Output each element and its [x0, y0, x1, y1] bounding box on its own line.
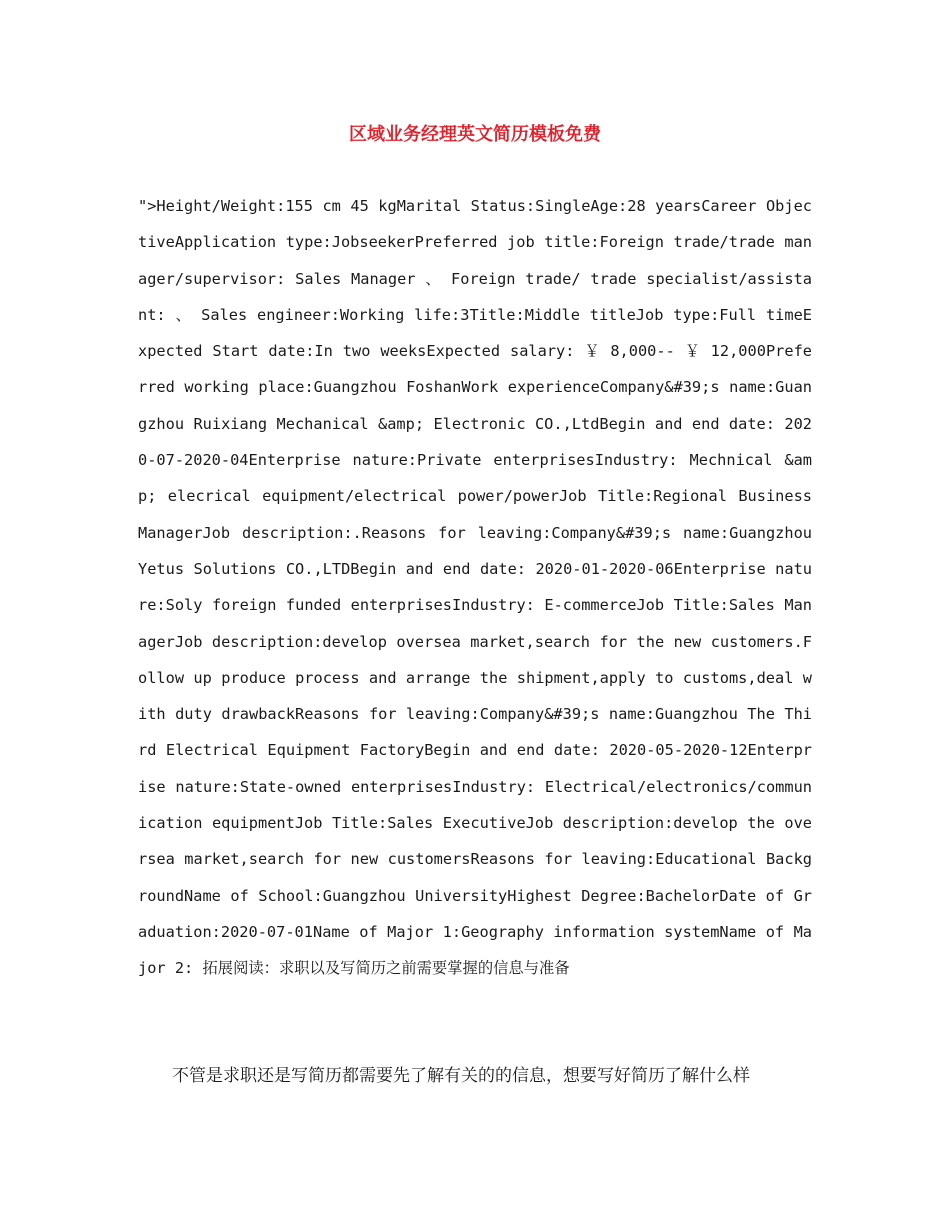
- resume-body: [138, 188, 812, 987]
- document-title: 区域业务经理英文简历模板免费: [349, 124, 601, 145]
- extended-reading-heading: 拓展阅读：求职以及写简历之前需要掌握的信息与准备: [202, 959, 570, 978]
- extended-reading-paragraph: 不管是求职还是写简历都需要先了解有关的的信息，想要写好简历了解什么样: [172, 1066, 750, 1086]
- resume-body-text: ">Height/Weight:155 cm 45 kgMarital Status:SingleAge:28 yearsCareer ObjectiveApplication type:JobseekerPreferred job title:Foreign trade/trade manager/supervisor: Sales Manager 、 Foreign trade/ trade specialist/assistant: 、 Sales engineer:Working life:3Title:Middle titleJob type:Full timeExpected Start date:In two weeksExpected salary: ￥ 8,000-- ￥ 12,000Preferred working place:Guangzhou FoshanWork experienceCompany&#39;s name:Guangzhou Ruixiang Mechanical &amp; Electronic CO.,LtdBegin and end date: 2020-07-2020-04Enterprise nature:Private enterprisesIndustry: Mechnical &amp; elecrical equipment/electrical power/powerJob Title:Regional Business ManagerJob description:.Reasons for leaving:Company&#39;s name:Guangzhou Yetus Solutions CO.,LTDBegin and end date: 2020-01-2020-06Enterprise nature:Soly foreign funded enterprisesIndustry: E-commerceJob Title:Sales ManagerJob description:develop oversea market,search for the new customers.Follow up produce process and arrange the shipment,apply to customs,deal with duty drawbackReasons for leaving:Company&#39;s name:Guangzhou The Third Electrical Equipment FactoryBegin and end date: 2020-05-2020-12Enterprise nature:State-owned enterprisesIndustry: Electrical/electronics/communication equipmentJob Title:Sales ExecutiveJob description:develop the oversea market,search for new customersReasons for leaving:Educational BackgroundName of School:Guangzhou UniversityHighest Degree:BachelorDate of Graduation:2020-07-01Name of Major 1:Geography information systemName of Major 2:: [138, 197, 812, 978]
